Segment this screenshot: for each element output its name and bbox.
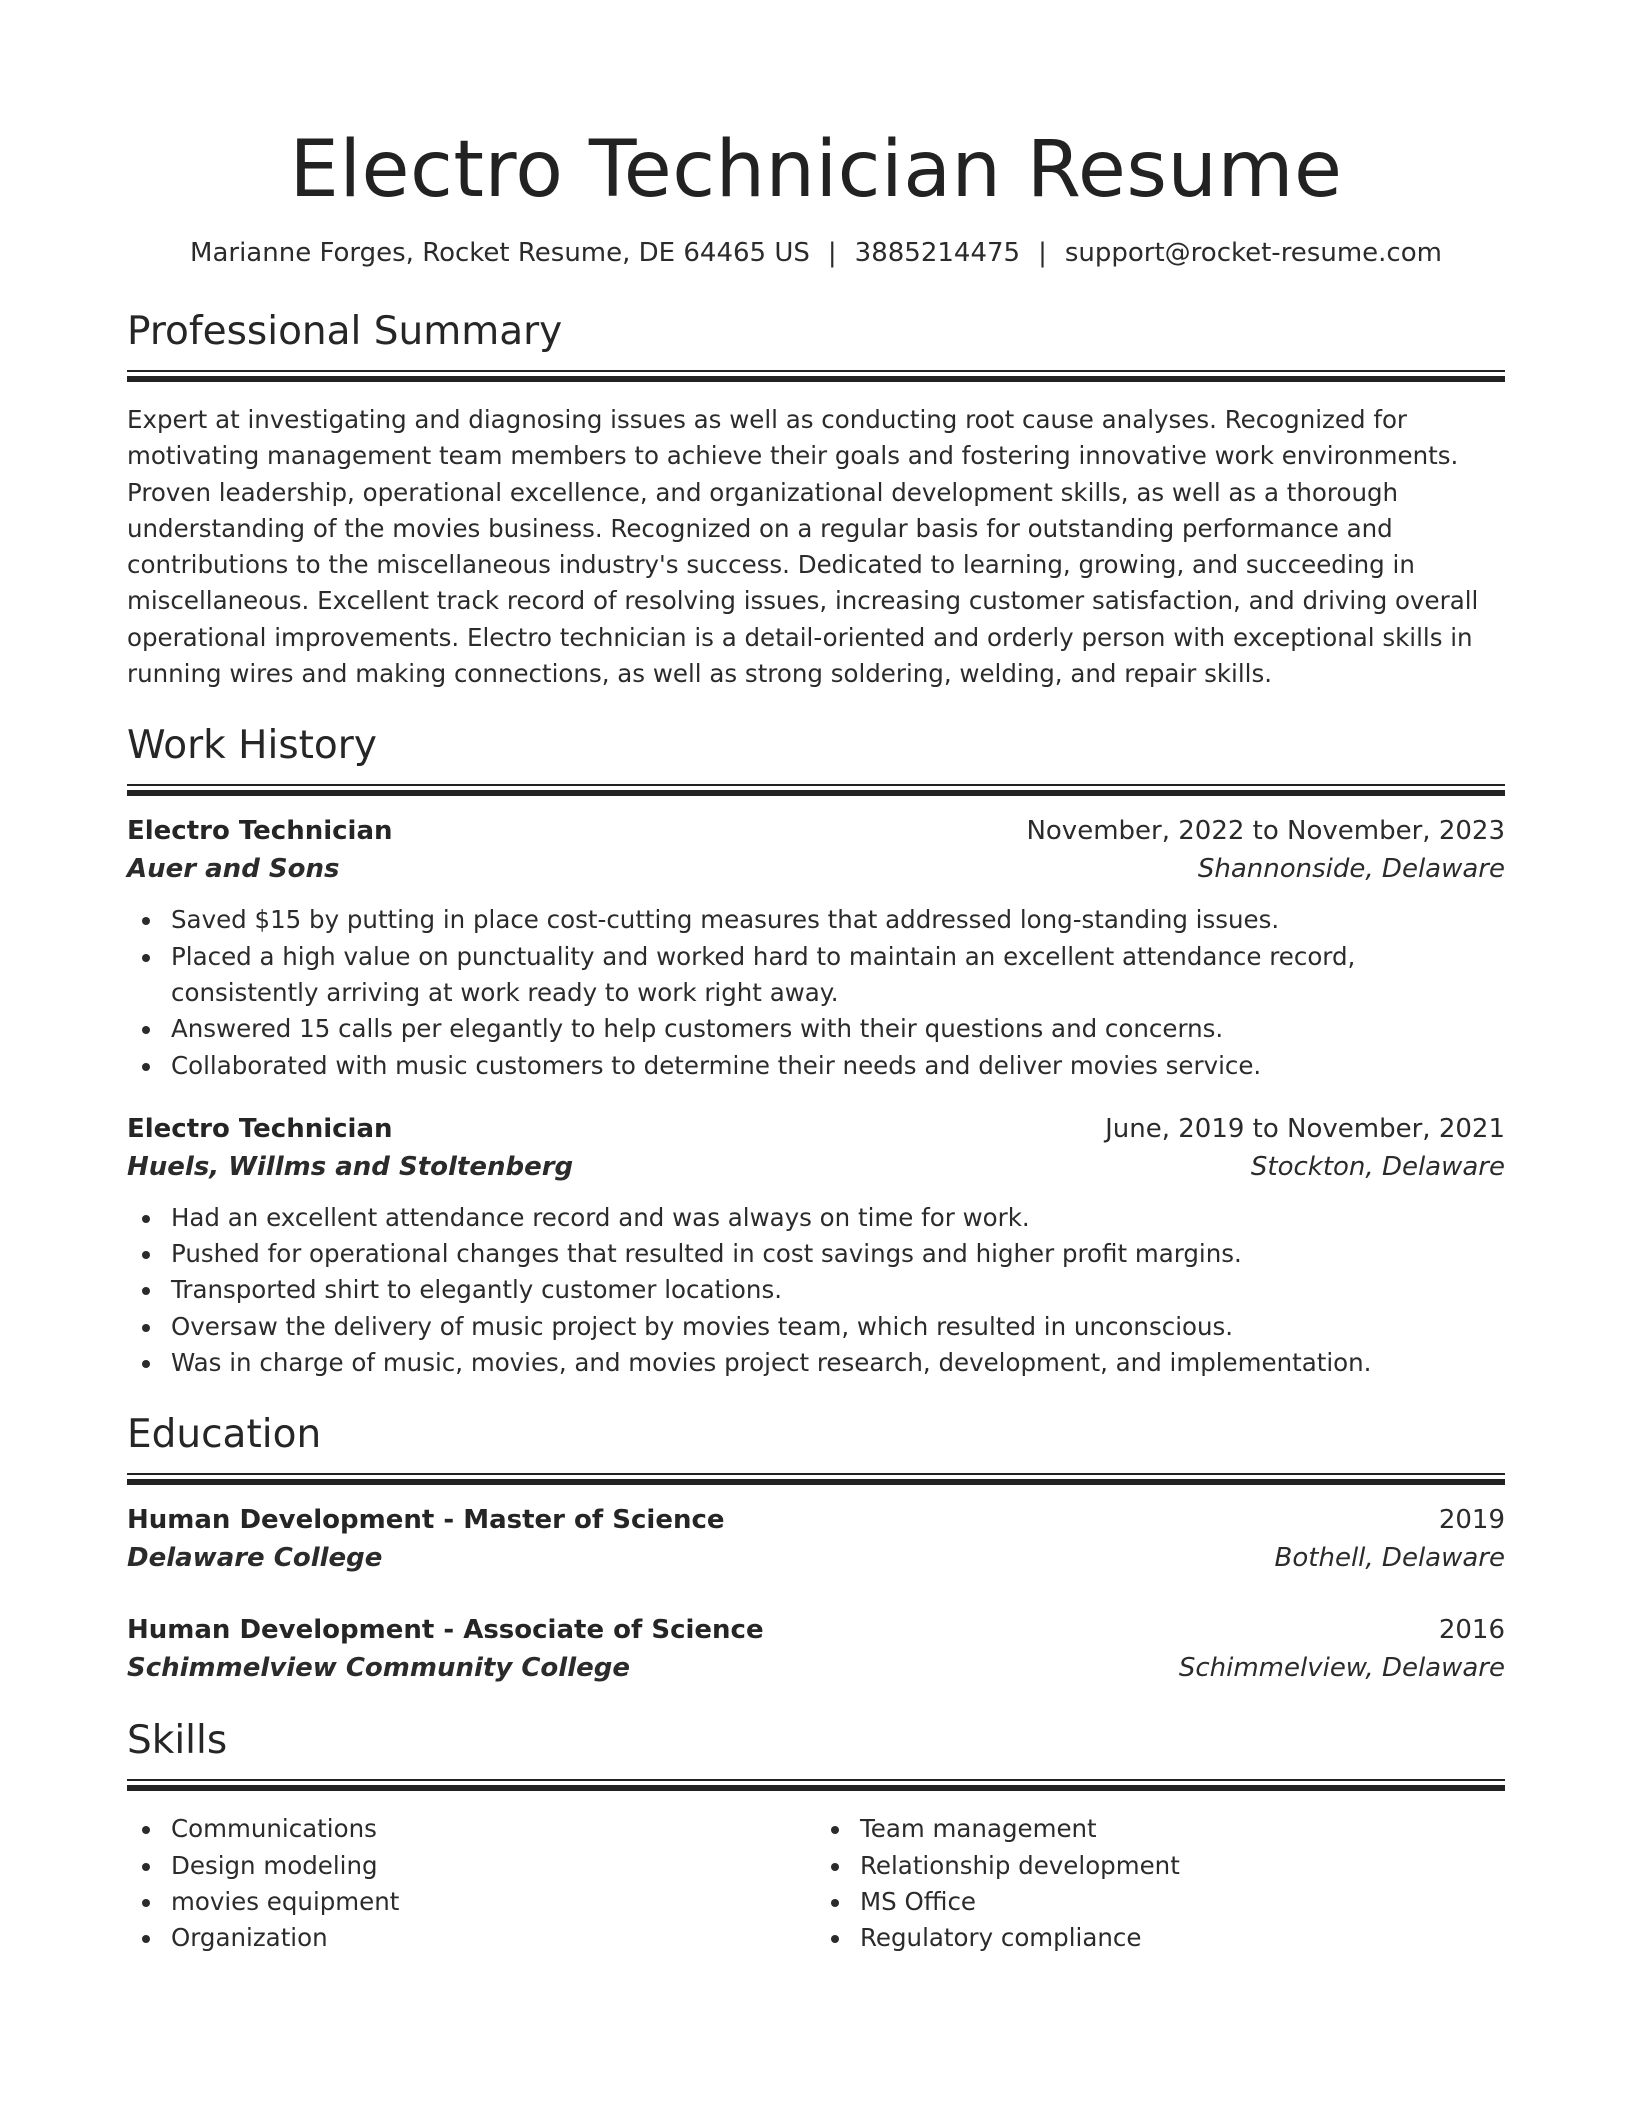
section-divider [127, 370, 1505, 382]
resume-title: Electro Technician Resume [289, 125, 1343, 215]
bullet-icon [831, 1899, 839, 1907]
bullet-icon [142, 1215, 150, 1223]
list-item [127, 1345, 1505, 1381]
bullet-icon [142, 1863, 150, 1871]
bullet-text: Answered 15 calls per elegantly to help customers with their questions and concerns. [171, 1014, 1224, 1044]
bullet-icon [142, 1251, 150, 1259]
bullet-icon [142, 1287, 150, 1295]
summary-section [127, 308, 1505, 692]
job-company: Auer and Sons [127, 854, 340, 885]
contact-separator: | [1038, 238, 1047, 268]
job-dates: June, 2019 to November, 2021 [1105, 1113, 1505, 1144]
bullet-icon [831, 1863, 839, 1871]
contact-separator: | [827, 238, 837, 268]
skill-text: Team management [860, 1814, 1097, 1844]
job-company-row [127, 850, 1505, 888]
section-heading-education: Education [127, 1412, 322, 1458]
education-location: Bothell, Delaware [1274, 1543, 1505, 1574]
education-year: 2019 [1438, 1505, 1505, 1536]
bullet-text: Pushed for operational changes that resulted in cost savings and higher profit margins. [171, 1239, 1242, 1269]
bullet-icon [142, 917, 150, 925]
list-item [127, 1920, 816, 1956]
education-section [127, 1411, 1505, 1687]
job-title: Electro Technician [127, 1113, 393, 1144]
bullet-text: Collaborated with music customers to determine their needs and deliver movies service. [171, 1050, 1262, 1080]
list-item [127, 1848, 816, 1884]
bullet-text: Had an excellent attendance record and was always on time for work. [171, 1202, 1030, 1232]
summary-text: Expert at investigating and diagnosing issues as well as conducting root cause analyses. Recognized for motivating management team members to achieve their goals and fostering innovative work environments. Proven leadership, operational excellence, and organizational development skills, as well as a thorough understanding of the movies business. Recognized on a regular basis for outstanding performance and contributions to the miscellaneous industry's success. Dedicated to learning, growing, and succeeding in miscellaneous. Excellent track record of resolving issues, increasing customer satisfaction, and driving overall operational improvements. Electro technician is a detail-oriented and orderly person with exceptional skills in running wires and making connections, as well as strong soldering, welding, and repair skills. [127, 405, 1479, 689]
bullet-text: Transported shirt to elegantly customer locations. [171, 1275, 782, 1305]
list-item [127, 1884, 816, 1920]
list-item [127, 939, 1505, 1012]
list-item [816, 1920, 1505, 1956]
education-degree: Human Development - Master of Science [127, 1505, 725, 1536]
contact-phone: 3885214475 [854, 238, 1021, 268]
education-location: Schimmelview, Delaware [1178, 1653, 1505, 1684]
list-item [127, 902, 1505, 938]
job-header-row [127, 812, 1505, 850]
skills-grid [127, 1811, 1505, 1956]
education-degree: Human Development - Associate of Science [127, 1615, 764, 1646]
skill-text: Regulatory compliance [860, 1923, 1142, 1953]
section-heading-summary: Professional Summary [127, 309, 563, 354]
education-school-row [127, 1539, 1505, 1577]
bullet-text: Was in charge of music, movies, and movies project research, development, and implementation. [171, 1348, 1372, 1378]
job-bullet-list [127, 902, 1505, 1083]
bullet-icon [142, 1935, 150, 1943]
list-item [127, 1272, 1505, 1308]
job-entry [127, 812, 1505, 1083]
job-location: Stockton, Delaware [1250, 1151, 1505, 1182]
education-entry [127, 1611, 1505, 1687]
list-item [816, 1884, 1505, 1920]
job-title: Electro Technician [127, 816, 393, 847]
education-header-row [127, 1611, 1505, 1649]
skills-list-left [127, 1811, 816, 1956]
list-item [816, 1811, 1505, 1847]
skill-text: movies equipment [171, 1886, 400, 1916]
job-company-row [127, 1148, 1505, 1186]
list-item [127, 1309, 1505, 1345]
bullet-icon [142, 1826, 150, 1834]
section-divider [127, 1779, 1505, 1791]
section-divider [127, 784, 1505, 796]
list-item [816, 1848, 1505, 1884]
work-history-section [127, 722, 1505, 1381]
skill-text: MS Office [860, 1886, 976, 1916]
skill-text: Organization [171, 1923, 328, 1953]
skills-section [127, 1717, 1505, 1956]
contact-line [127, 236, 1505, 270]
list-item [127, 1236, 1505, 1272]
job-company: Huels, Willms and Stoltenberg [127, 1151, 574, 1182]
bullet-icon [142, 1324, 150, 1332]
skill-text: Relationship development [860, 1850, 1180, 1880]
bullet-icon [142, 954, 150, 962]
bullet-icon [831, 1935, 839, 1943]
list-item [127, 1048, 1505, 1084]
bullet-icon [142, 1063, 150, 1071]
job-entry [127, 1110, 1505, 1381]
bullet-text: Saved $15 by putting in place cost-cutting measures that addressed long-standing issues. [171, 905, 1280, 935]
education-school: Delaware College [127, 1543, 383, 1574]
bullet-icon [142, 1026, 150, 1034]
skills-list-right [816, 1811, 1505, 1956]
section-divider [127, 1473, 1505, 1485]
job-bullet-list [127, 1200, 1505, 1381]
education-header-row [127, 1501, 1505, 1539]
job-dates: November, 2022 to November, 2023 [1026, 816, 1505, 847]
bullet-text: Oversaw the delivery of music project by movies team, which resulted in unconscious. [171, 1311, 1234, 1341]
job-header-row [127, 1110, 1505, 1148]
list-item [127, 1011, 1505, 1047]
list-item [127, 1200, 1505, 1236]
education-school: Schimmelview Community College [127, 1653, 630, 1684]
skill-text: Design modeling [171, 1850, 378, 1880]
bullet-text: Placed a high value on punctuality and worked hard to maintain an excellent attendance record, consistently arriving at work ready to work right away. [171, 941, 1356, 1007]
job-location: Shannonside, Delaware [1197, 854, 1505, 885]
skill-text: Communications [171, 1814, 377, 1844]
bullet-icon [142, 1899, 150, 1907]
section-heading-work-history: Work History [127, 723, 377, 769]
contact-address: Marianne Forges, Rocket Resume, DE 64465 US [190, 238, 810, 268]
bullet-icon [831, 1826, 839, 1834]
list-item [127, 1811, 816, 1847]
section-heading-skills: Skills [127, 1718, 228, 1764]
bullet-icon [142, 1360, 150, 1368]
contact-email: support@rocket-resume.com [1064, 238, 1442, 268]
education-school-row [127, 1649, 1505, 1687]
education-year: 2016 [1438, 1615, 1505, 1646]
education-entry [127, 1501, 1505, 1577]
